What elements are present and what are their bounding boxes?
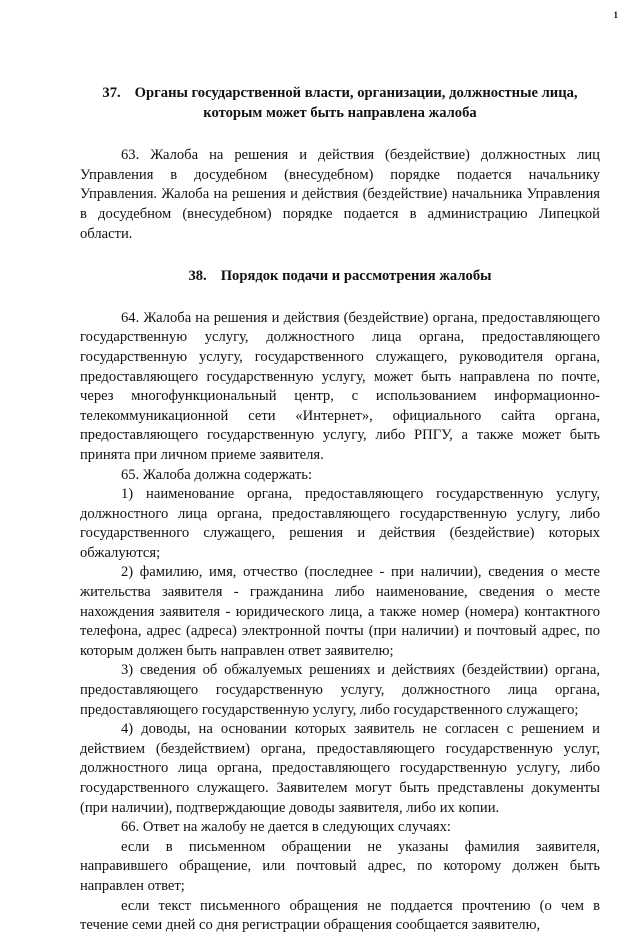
section-37-title-text: Органы государственной власти, организации, должностные лица,: [134, 85, 578, 101]
section-37-heading: [80, 84, 600, 123]
section-38-number: 38.: [188, 268, 207, 285]
paragraph-66: 66. Ответ на жалобу не дается в следующих случаях:: [121, 819, 451, 836]
paragraph-64: 64. Жалоба на решения и действия (бездействие) органа, предоставляющего государственную услугу, должностного лица органа, предоставляющего государственную услугу, государственного служащего, руководителя органа, предоставляющего государственную услугу, может быть направлена по почте, через многофункциональный центр, с использованием информационно-телекоммуникационной сети «Интернет», официального сайта органа, предоставляющего государственную услугу, либо РПГУ, а также может быть принята при личном приеме заявителя.: [80, 309, 600, 463]
document-page: [80, 84, 600, 936]
list-item-2: 2) фамилию, имя, отчество (последнее - при наличии), сведения о месте жительства заявителя - гражданина либо наименование, сведения о месте нахождения заявителя - юридического лица, а также номер (номера) контактного телефона, адрес (адреса) электронной почты (при наличии) и почтовый адрес, по которым должен быть направлен ответ заявителю;: [80, 564, 600, 659]
section-38-title: Порядок подачи и рассмотрения жалобы: [220, 268, 492, 285]
paragraph-65: 65. Жалоба должна содержать:: [121, 466, 312, 483]
case-item-2: если текст письменного обращения не поддается прочтению (о чем в течение семи дней со дня регистрации обращения сообщается заявителю,: [80, 897, 600, 934]
section-38-heading: [80, 267, 600, 287]
list-item-1: 1) наименование органа, предоставляющего государственную услугу, должностного лица органа, предоставляющего государственную услугу, либо государственного служащего, решения и действия (бездействие) которых обжалуются;: [80, 486, 600, 561]
section-37-title-line2: которым может быть направлена жалоба: [203, 104, 477, 121]
page-mark: 1: [613, 10, 618, 20]
list-item-4: 4) доводы, на основании которых заявитель не согласен с решением и действием (бездействием) органа, предоставляющего государственную услуг, должностного лица органа, предоставляющего государственную услугу, либо государственного служащего. Заявителем могут быть представлены документы (при наличии), подтверждающие доводы заявителя, либо их копии.: [80, 721, 600, 816]
list-item-3: 3) сведения об обжалуемых решениях и действиях (бездействии) органа, предоставляющего государственную услугу, должностного лица органа, предоставляющего государственную услугу, либо государственного служащего;: [80, 662, 600, 718]
paragraph-63: 63. Жалоба на решения и действия (бездействие) должностных лиц Управления в досудебном (внесудебном) порядке подается начальнику Управления. Жалоба на решения и действия (бездействие) начальника Управления в досудебном (внесудебном) порядке подается в администрацию Липецкой области.: [80, 147, 600, 242]
section-37-title-line1: [80, 84, 600, 104]
section-37-number: 37.: [102, 85, 121, 101]
case-item-1: если в письменном обращении не указаны фамилия заявителя, направившего обращение, или почтовый адрес, по которому должен быть направлен ответ;: [80, 838, 600, 894]
